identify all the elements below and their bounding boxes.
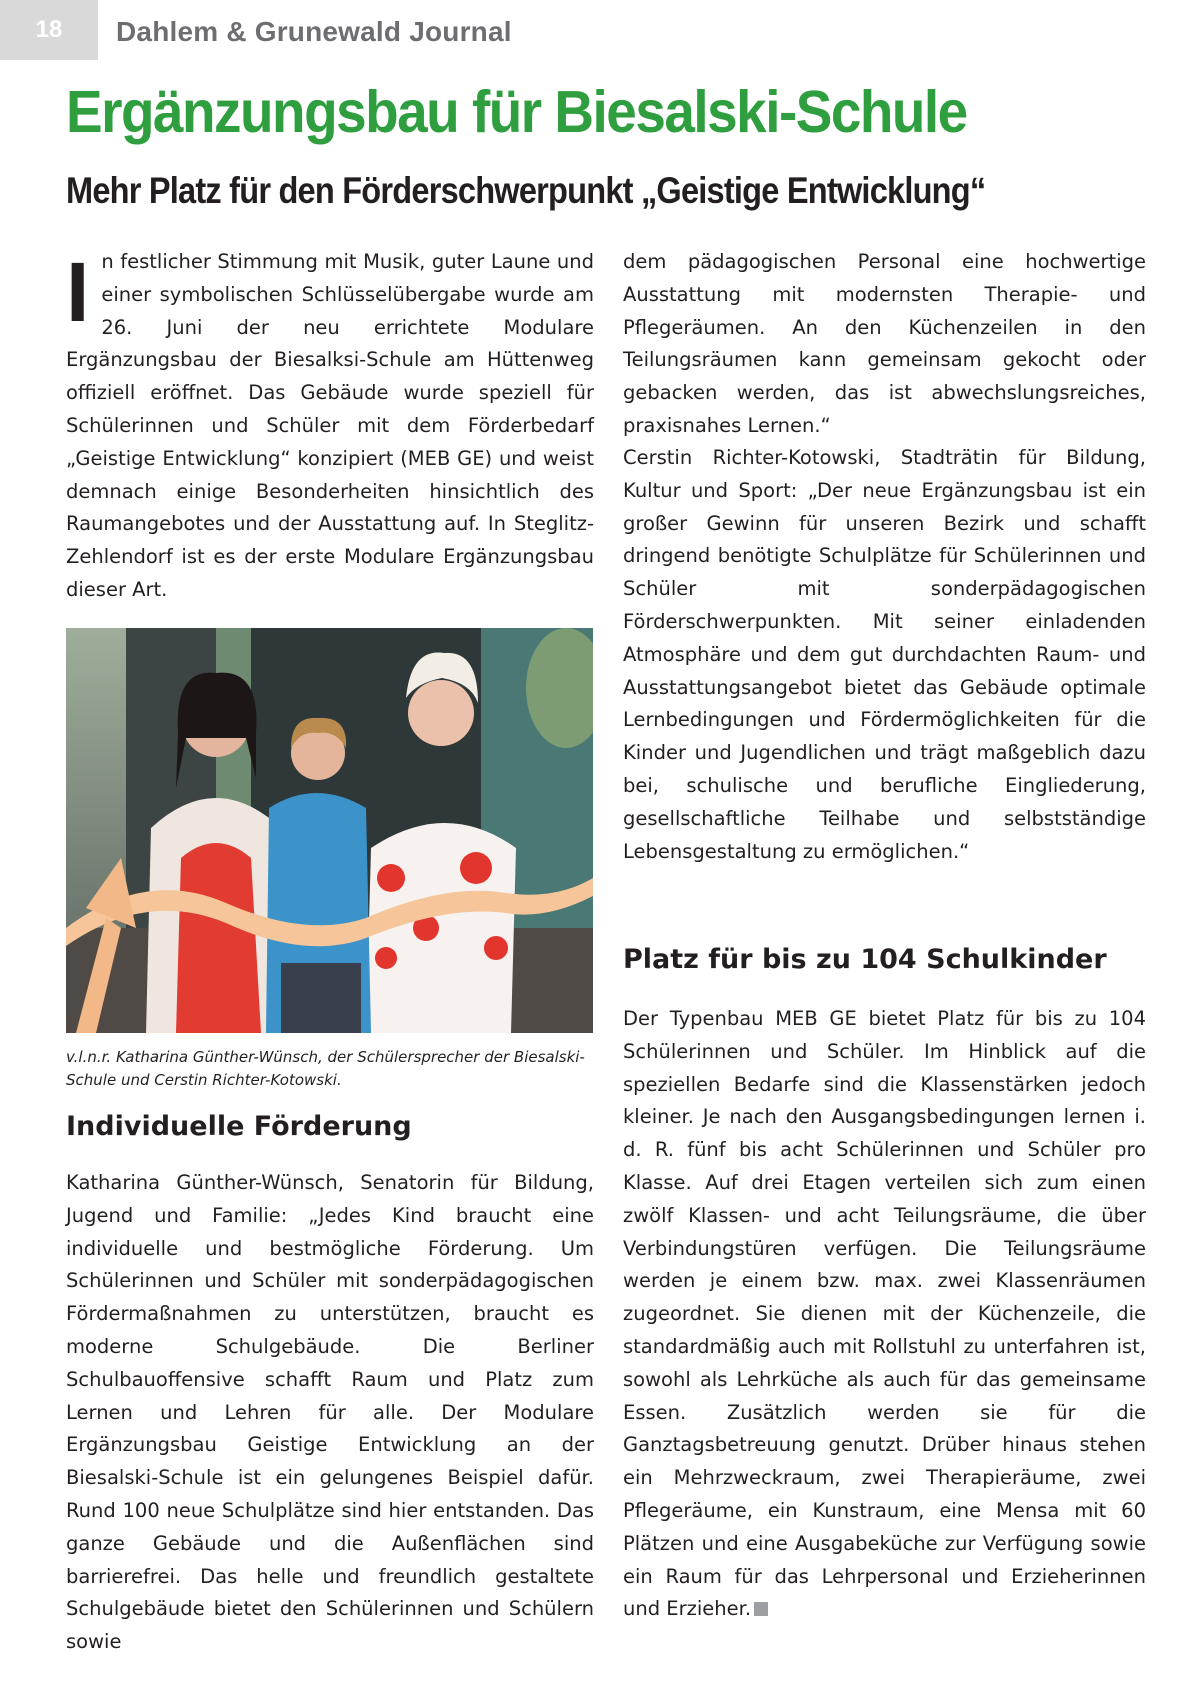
right-paragraph-1: dem pädagogischen Personal eine hochwertige Ausstattung mit modernsten Therapie- und Pflegeräumen. An den Küchenzeilen in den Teilungsräumen kann gemeinsam gekocht oder gebacken werden, das ist abwechslungsreiches, praxisnahes Lernen.“ — [623, 250, 1146, 437]
journal-name: Dahlem & Grunewald Journal — [116, 16, 512, 47]
article-photo — [66, 628, 593, 1033]
section1-paragraph: Katharina Günther-Wünsch, Senatorin für Bildung, Jugend und Familie: „Jedes Kind braucht eine individuelle und bestmögliche Förderung. Um Schülerinnen und Schüler mit sonderpädagogischen Fördermaßnahmen zu unterstützen, braucht es moderne Schulgebäude. Die Berliner Schulbauoffensive schafft Raum und Platz zum Lernen und Lehren für alle. Der Modulare Ergänzungsbau Geistige Entwicklung an der Biesalski-Schule ist ein gelungenes Beispiel dafür. Rund 100 neue Schulplätze sind hier entstanden. Das ganze Gebäude und die Außenflächen sind barrierefrei. Das helle und freundlich gestaltete Schulgebäude bietet den Schülerinnen und Schülern sowie — [66, 1171, 594, 1654]
intro-text: n festlicher Stimmung mit Musik, guter Laune und einer symbolischen Schlüsselübergabe wurde am 26. Juni der neu errichtete Modulare Ergänzungsbau der Biesalksi-Schule am Hüttenweg offiziell eröffnet. Das Gebäude wurde speziell für Schülerinnen und Schüler mit dem Förderbedarf „Geistige Entwicklung“ konzipiert (MEB GE) und weist demnach einige Besonderheiten hinsichtlich des Raumangebotes und der Ausstattung auf. In Steglitz-Zehlendorf ist es der erste Modulare Ergänzungsbau dieser Art. — [66, 250, 594, 601]
section2-paragraph — [623, 1003, 1146, 1626]
right-paragraph-2: Cerstin Richter-Kotowski, Stadträtin für Bildung, Kultur und Sport: „Der neue Ergänzungsbau ist ein großer Gewinn für unseren Bezirk und schafft dringend benötigte Schulplätze für Schülerinnen und Schüler mit sonderpädagogischen Förderschwerpunkten. Mit seiner einladenden Atmosphäre und dem gut durchdachten Raum- und Ausstattungsangebot bietet das Gebäude optimale Lernbedingungen und Fördermöglichkeiten für die Kinder und Jugendlichen und trägt maßgeblich dazu bei, schulische und berufliche Eingliederung, gesellschaftliche Teilhabe und selbstständige Lebensgestaltung zu ermöglichen.“ — [623, 446, 1146, 863]
section-heading-platz: Platz für bis zu 104 Schulkinder — [623, 944, 1107, 975]
drop-cap: I — [66, 245, 90, 339]
section2-text: Der Typenbau MEB GE bietet Platz für bis zu 104 Schülerinnen und Schüler. Im Hinblick auf die speziellen Bedarfe sind die Klassenstärken jedoch kleiner. Je nach den Ausgangsbedingungen lernen i. d. R. fünf bis acht Schülerinnen und Schüler pro Klasse. Auf drei Etagen verteilen sich zum einen zwölf Klassen- und acht Teilungsräume, die über Verbindungstüren verfügen. Die Teilungsräume werden je einem bzw. max. zwei Klassenräumen zugeordnet. Sie dienen mit der Küchenzeile, die standardmäßig auch mit Rollstuhl zu unterfahren ist, sowohl als Lehrküche als auch für das gemeinsame Essen. Zusätzlich werden sie für die Ganztagsbetreuung genutzt. Drüber hinaus stehen ein Mehrzweckraum, zwei Therapieräume, zwei Pflegeräume, ein Kunstraum, eine Mensa mit 60 Plätzen und eine Ausgabeküche zur Verfügung sowie ein Raum für das Lehrpersonal und Erzieherinnen und Erzieher. — [623, 1007, 1146, 1621]
end-mark-icon — [754, 1602, 768, 1616]
intro-paragraph — [66, 246, 594, 607]
page-header — [0, 0, 1200, 70]
article-headline: Ergänzungsbau für Biesalski-Schule — [66, 79, 967, 145]
section-heading-individuelle-foerderung: Individuelle Förderung — [66, 1111, 412, 1142]
photo-caption: v.l.n.r. Katharina Günther-Wünsch, der Schülersprecher der Biesalski-Schule und Cerstin Richter-Kotowski. — [66, 1048, 585, 1089]
page-number: 18 — [0, 0, 98, 60]
article-subheadline: Mehr Platz für den Förderschwerpunkt „Geistige Entwicklung“ — [66, 170, 986, 211]
